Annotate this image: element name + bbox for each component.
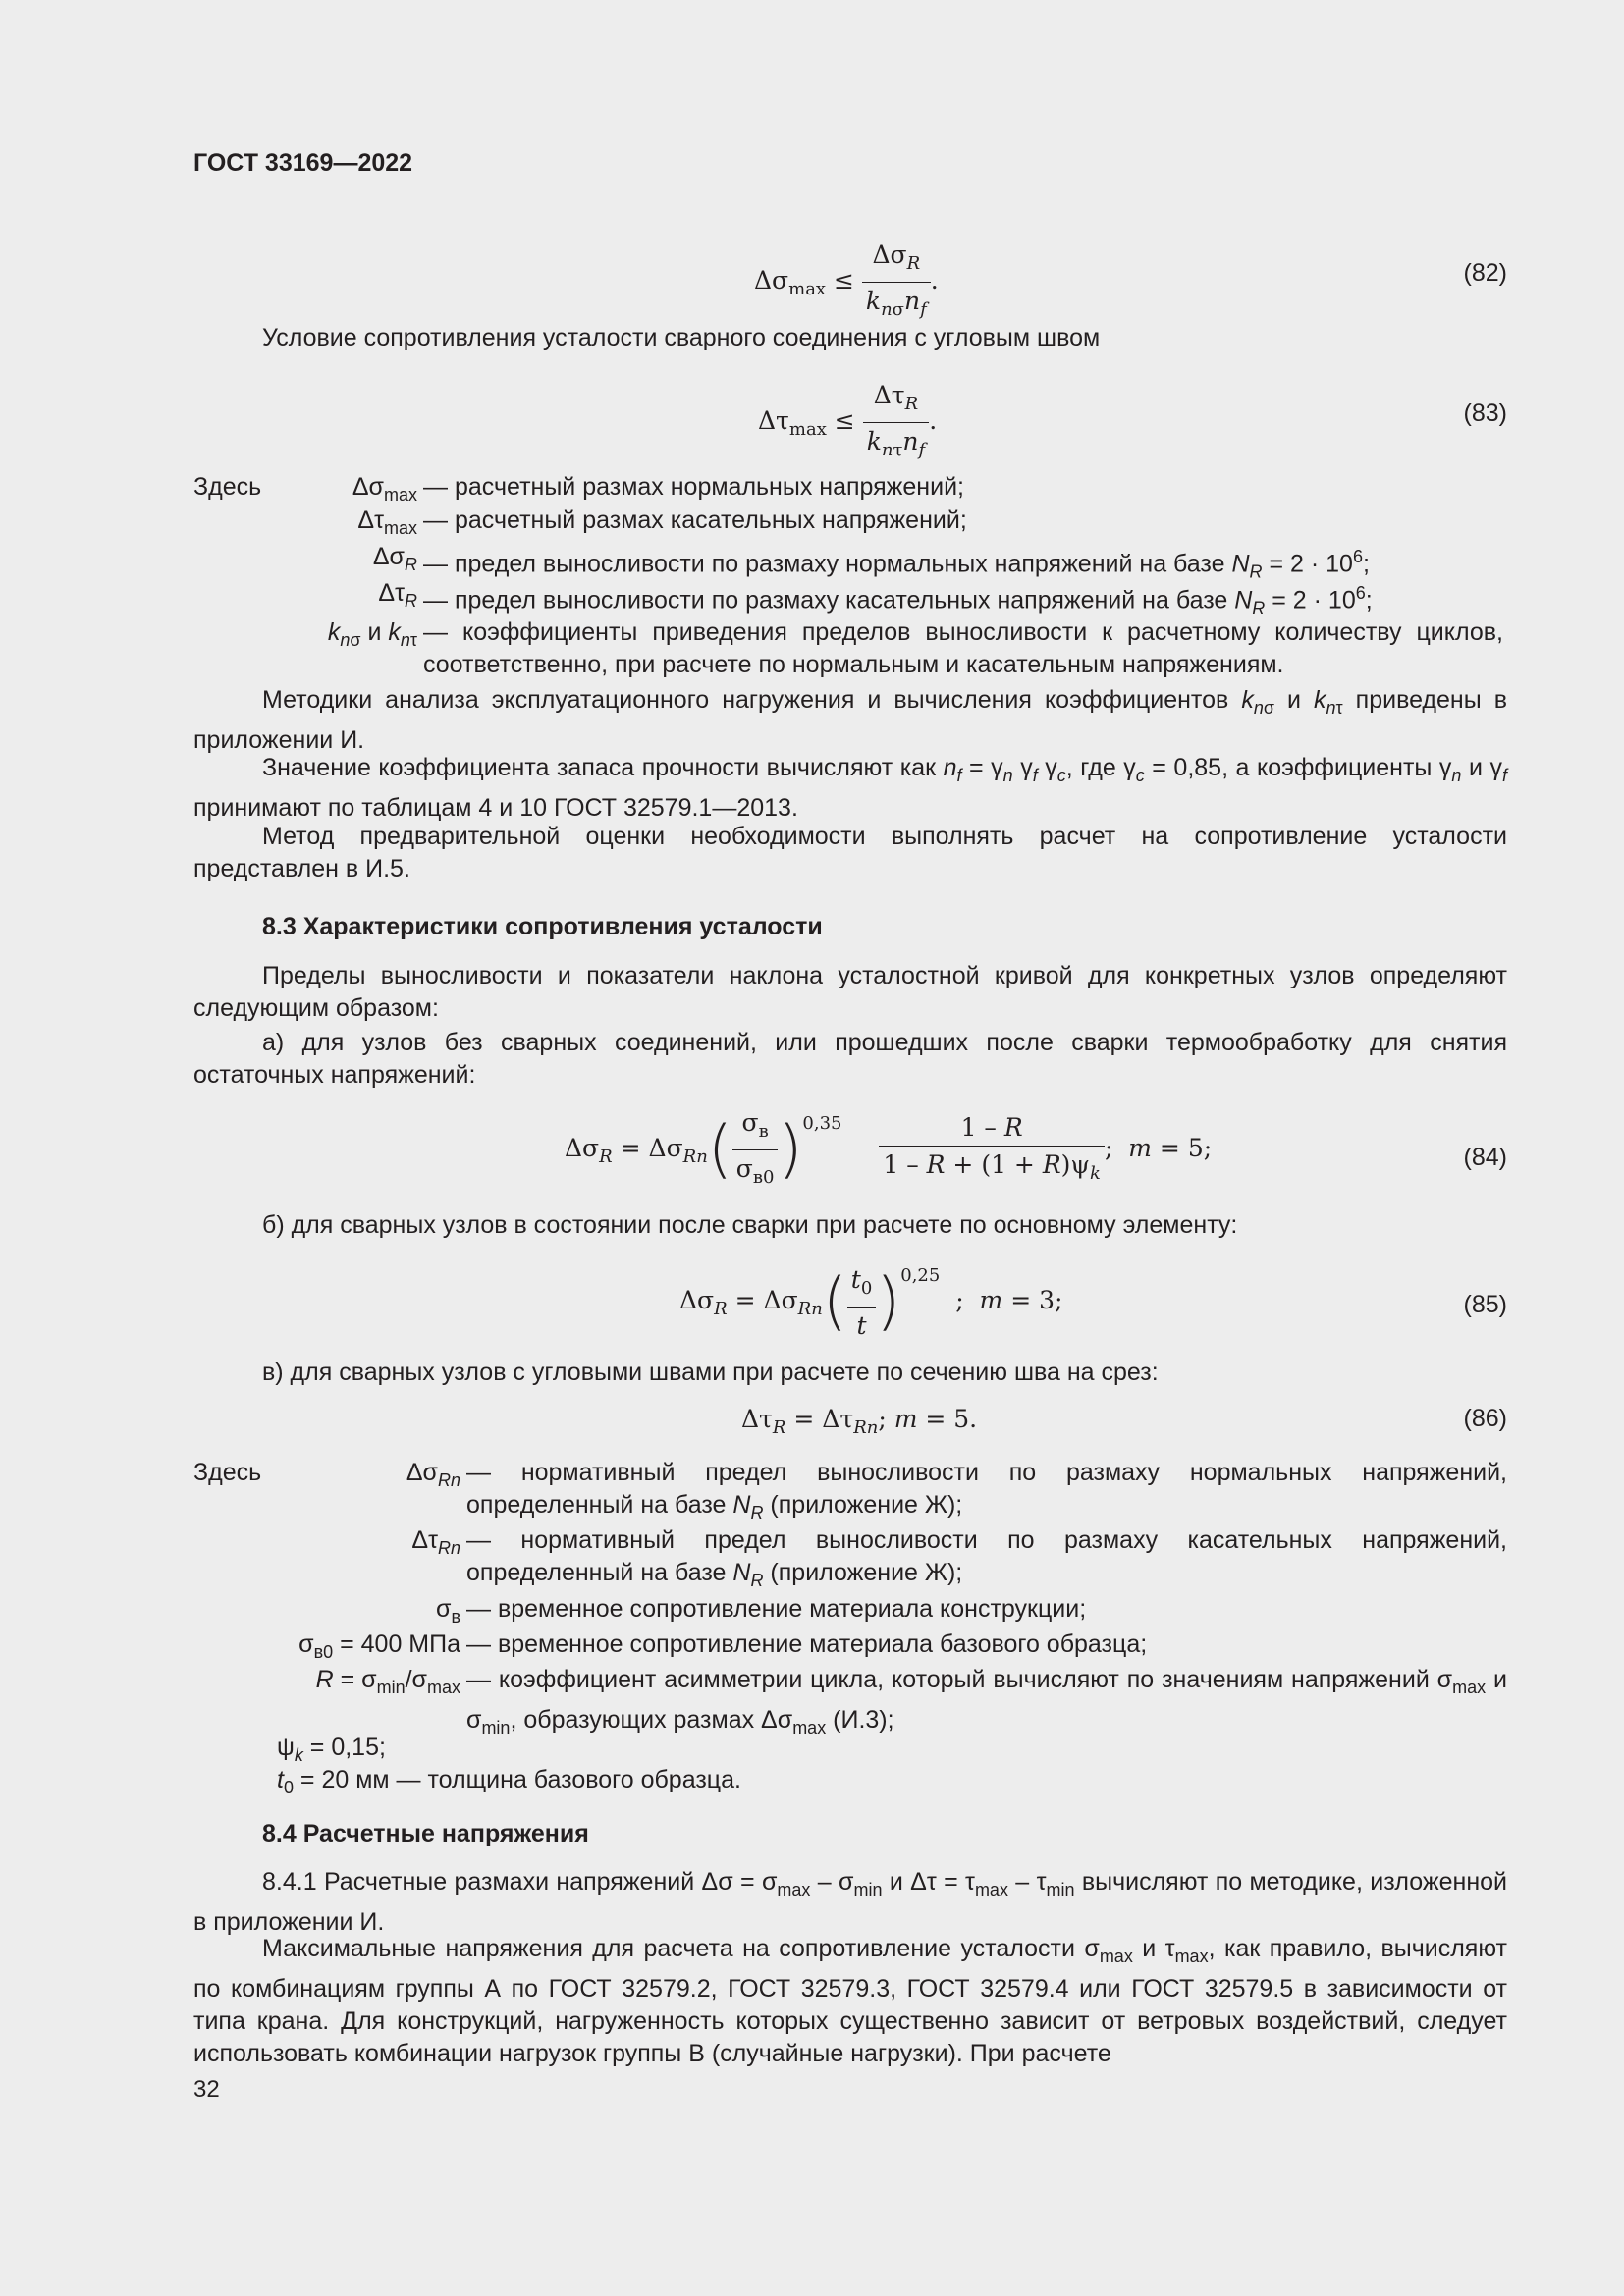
paragraph-safety-coef: Значение коэффициента запаса прочности вычисляют как $n_f = \gamma_n$ $\gamma_f$ $\gamma_c$, где $\gamma_c = 0,85$, а коэффициенты $\gamma_n$ и $\gamma_f$ принимают по таблицам 4 и 10 ГОСТ 32579.1—2013. <box>193 754 1507 822</box>
paragraph-case-v: в) для сварных узлов с угловыми швами при расчете по сечению шва на срез: <box>262 1359 1159 1386</box>
formula-84: $\Delta\sigma_R = \Delta\sigma_{Rn}$( $\frac{\sigma_в}{\sigma_{в0}}$ )$^{0,35}$ $\frac{1 - R}{1 - R + (1 + R)\psi_k}$ ; m = 5; <box>565 1108 1213 1188</box>
definition-item: $\Delta\tau_R$ — предел выносливости по размаху касательных напряжений на базе $N_R = 2 \cdot 10^6$; <box>378 579 1373 618</box>
formula-85: $\Delta\sigma_R = \Delta\sigma_{Rn}$( $\frac{t_0}{t}$ )$^{0,25}$ ; m = 3; <box>679 1264 1063 1340</box>
definition-item: $R = \sigma_{min}/\sigma_{max}$ — коэффициент асимметрии цикла, который вычисляют по значениям напряжений $\sigma_{max}$ и $\sigma_{min}$, образующих размах $\Delta\sigma_{max}$ (И.3); <box>315 1666 1507 1737</box>
formula-83: $\Delta\tau_{max}$ ≤ $\frac{\Delta\tau_R}{k_{n\tau}n_f}$ . <box>758 381 938 460</box>
definition-item: $\sigma_{в0} = 400$ МПа — временное сопротивление материала базового образца; <box>298 1630 1148 1662</box>
definition-item: $\sigma_в$ — временное сопротивление материала конструкции; <box>436 1595 1087 1627</box>
definition-item: $\Delta\tau_{max}$ — расчетный размах касательных напряжений; <box>357 507 967 538</box>
equation-number-83: (83) <box>1463 400 1507 427</box>
definition-t0: $t_0 = 20$ мм — толщина базового образца. <box>277 1766 741 1797</box>
page-number: 32 <box>193 2076 220 2103</box>
definition-psi: $\psi_k = 0,15$; <box>277 1734 386 1765</box>
definition-item: $k_{n\sigma}$ и $k_{n\tau}$ — коэффициенты приведения пределов выносливости к расчетному количеству циклов, соответственно, при расчете по нормальным и касательным напряжениям. <box>327 618 1503 678</box>
definition-item: $\Delta\sigma_{max}$ — расчетный размах нормальных напряжений; <box>352 473 964 505</box>
document-header: ГОСТ 33169—2022 <box>193 149 413 177</box>
paragraph-case-a: а) для узлов без сварных соединений, или прошедших после сварки термообработку для снятия остаточных напряжений: <box>193 1029 1507 1089</box>
paragraph-8-4-1: 8.4.1 Расчетные размахи напряжений $\Delta\sigma = \sigma_{max} - \sigma_{min}$ и $\Delta\tau = \tau_{max} - \tau_{min}$ вычисляют по методике, изложенной в приложении И. <box>193 1868 1508 1936</box>
section-heading-8-4: 8.4 Расчетные напряжения <box>262 1820 589 1847</box>
equation-number-86: (86) <box>1463 1405 1507 1432</box>
paragraph-limits: Пределы выносливости и показатели наклона усталостной кривой для конкретных узлов определяют следующим образом: <box>193 962 1507 1022</box>
formula-86: $\Delta\tau_R = \Delta\tau_{Rn}$; m = 5. <box>741 1405 978 1438</box>
where-label-2: Здесь <box>193 1459 262 1486</box>
definition-item: $\Delta\sigma_R$ — предел выносливости по размаху нормальных напряжений на базе $N_R = 2 \cdot 10^6$; <box>372 543 1370 582</box>
formula-82: $\Delta\sigma_{max}$ ≤ $\frac{\Delta\sigma_R}{k_{n\sigma}n_f}$ . <box>754 240 939 320</box>
paragraph-methods: Методики анализа эксплуатационного нагружения и вычисления коэффициентов $k_{n\sigma}$ и $k_{n\tau}$ приведены в приложении И. <box>193 686 1507 754</box>
paragraph-max-stresses: Максимальные напряжения для расчета на сопротивление усталости $\sigma_{max}$ и $\tau_{max}$, как правило, вычисляют по комбинациям группы А по ГОСТ 32579.2, ГОСТ 32579.3, ГОСТ 32579.4 или ГОСТ 32579.5 в зависимости от типа крана. Для конструкций, нагруженность которых существенно зависит от ветровых воздействий, следует использовать комбинации нагрузок группы В (случайные нагрузки). При расчете <box>193 1935 1508 2067</box>
paragraph-preliminary: Метод предварительной оценки необходимости выполнять расчет на сопротивление усталости представлен в И.5. <box>193 823 1507 882</box>
section-heading-8-3: 8.3 Характеристики сопротивления усталости <box>262 913 823 940</box>
equation-number-85: (85) <box>1463 1291 1507 1318</box>
definition-item: $\Delta\tau_{Rn}$ — нормативный предел выносливости по размаху касательных напряжений, определенный на базе $N_R$ (приложение Ж); <box>411 1526 1507 1590</box>
paragraph-case-b: б) для сварных узлов в состоянии после сварки при расчете по основному элементу: <box>262 1211 1238 1239</box>
definition-item: $\Delta\sigma_{Rn}$ — нормативный предел выносливости по размаху нормальных напряжений, определенный на базе $N_R$ (приложение Ж); <box>406 1459 1507 1522</box>
paragraph-condition-angle: Условие сопротивления усталости сварного соединения с угловым швом <box>262 324 1101 351</box>
equation-number-84: (84) <box>1463 1144 1507 1171</box>
where-label-1: Здесь <box>193 473 262 501</box>
equation-number-82: (82) <box>1463 259 1507 287</box>
